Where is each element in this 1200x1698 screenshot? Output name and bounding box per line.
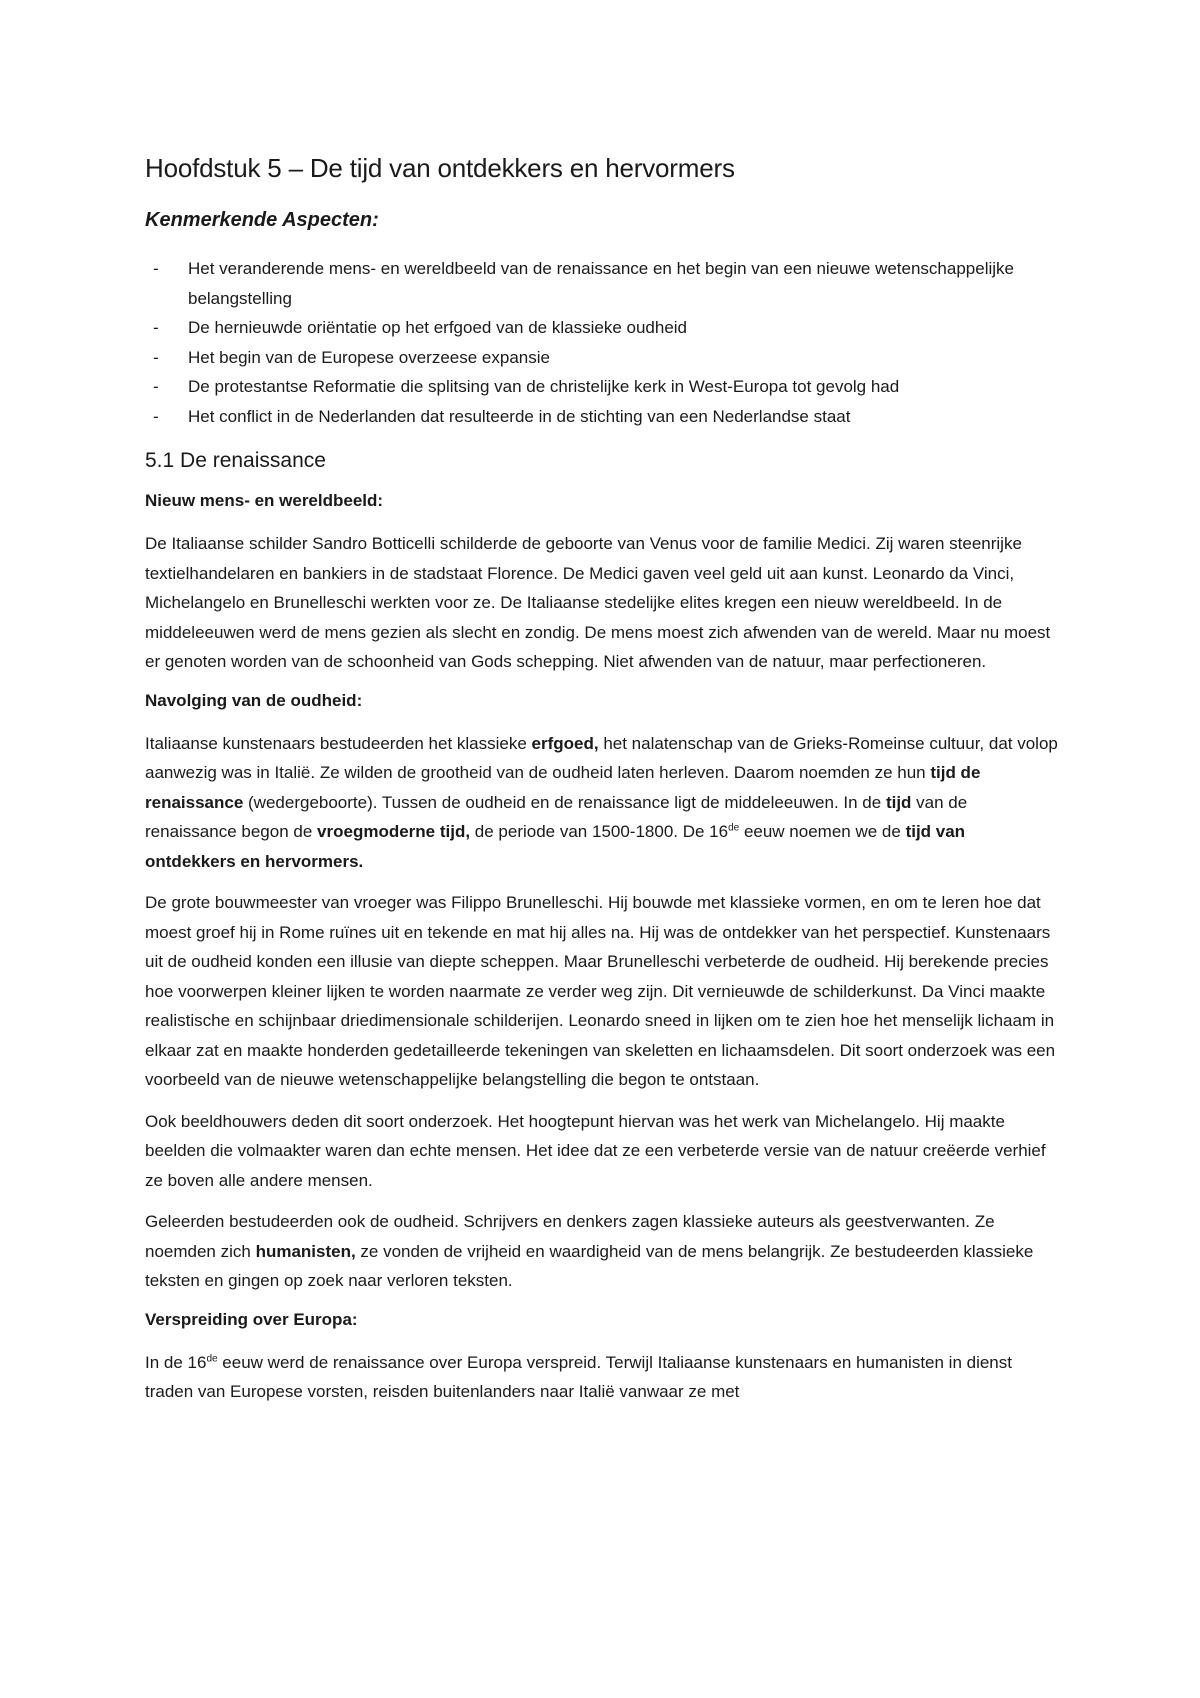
paragraph: De Italiaanse schilder Sandro Botticelli schilderde de geboorte van Venus voor de familie Medici. Zij waren steenrijke textielhandelaren en bankiers in de stadstaat Florence. De Medici gaven veel geld uit aan kunst. Leonardo da Vinci, Michelangelo en Brunelleschi werkten voor ze. De Italiaanse stedelijke elites kregen een nieuw wereldbeeld. In de middeleeuwen werd de mens gezien als slecht en zondig. De mens moest zich afwenden van de wereld. Maar nu moest er genoten worden van de schoonheid van Gods schepping. Niet afwenden van de natuur, maar perfectioneren. — [145, 534, 1051, 671]
paragraph: De grote bouwmeester van vroeger was Filippo Brunelleschi. Hij bouwde met klassieke vormen, en om te leren hoe dat moest groef hij in Rome ruïnes uit en tekende en mat hij alles na. Hij was de ontdekker van het perspectief. Kunstenaars uit de oudheid konden een illusie van diepte scheppen. Maar Brunelleschi verbeterde de oudheid. Hij berekende precies hoe voorwerpen kleiner lijken te worden naarmate ze verder weg zijn. Dit vernieuwde de schilderkunst. Da Vinci maakte realistische en schijnbaar driedimensionale schilderijen. Leonardo sneed in lijken om te zien hoe het menselijk lichaam in elkaar zat en maakte honderden gedetailleerde tekeningen van skeletten en lichaamsdelen. Dit soort onderzoek was een voorbeeld van de nieuwe wetenschappelijke belangstelling die begon te ontstaan. — [145, 893, 1056, 1089]
paragraph: Italiaanse kunstenaars bestudeerden het klassieke erfgoed, het nalatenschap van de Grieks-Romeinse cultuur, dat volop aanwezig was in Italië. Ze wilden de grootheid van de oudheid laten herleven. Daarom noemden ze hun tijd de renaissance (wedergeboorte). Tussen de oudheid en de renaissance ligt de middeleeuwen. In de tijd van de renaissance begon de vroegmoderne tijd, de periode van 1500-1800. De 16de eeuw noemen we de tijd van ontdekkers en hervormers. — [145, 733, 1058, 871]
subheading-worldview: Nieuw mens- en wereldbeeld: — [145, 491, 384, 510]
list-item: - Het begin van de Europese overzeese expansie — [145, 343, 1060, 373]
list-item: - De hernieuwde oriëntatie op het erfgoed van de klassieke oudheid — [145, 313, 1060, 343]
bullet-dash: - — [153, 406, 159, 426]
page-content — [145, 150, 1060, 1407]
list-item: - Het veranderende mens- en wereldbeeld van de renaissance en het begin van een nieuwe wetenschappelijke belangstelling — [145, 254, 1060, 313]
bullet-dash: - — [153, 347, 159, 367]
aspects-list — [145, 254, 1060, 431]
section-title: 5.1 De renaissance — [145, 449, 326, 472]
bullet-dash: - — [153, 259, 159, 278]
paragraph: Ook beeldhouwers deden dit soort onderzoek. Het hoogtepunt hiervan was het werk van Michelangelo. Hij maakte beelden die volmaakter waren dan echte mensen. Het idee dat ze een verbeterde versie van de natuur creëerde verhief ze boven alle andere mensen. — [145, 1111, 1046, 1190]
paragraph: In de 16de eeuw werd de renaissance over Europa verspreid. Terwijl Italiaanse kunstenaars en humanisten in dienst traden van Europese vorsten, reisden buitenlanders naar Italië vanwaar ze met — [145, 1352, 1012, 1401]
paragraph: Geleerden bestudeerden ook de oudheid. Schrijvers en denkers zagen klassieke auteurs als geestverwanten. Ze noemden zich humanisten, ze vonden de vrijheid en waardigheid van de mens belangrijk. Ze bestudeerden klassieke teksten en gingen op zoek naar verloren teksten. — [145, 1212, 1034, 1290]
list-item: - Het conflict in de Nederlanden dat resulteerde in de stichting van een Nederlandse staat — [145, 402, 1060, 432]
subheading-antiquity: Navolging van de oudheid: — [145, 690, 363, 710]
list-item: - De protestantse Reformatie die splitsing van de christelijke kerk in West-Europa tot gevolg had — [145, 372, 1060, 402]
bullet-dash: - — [153, 318, 159, 337]
aspects-heading: Kenmerkende Aspecten: — [145, 209, 379, 231]
chapter-title: Hoofdstuk 5 – De tijd van ontdekkers en hervormers — [145, 153, 735, 183]
subheading-spread: Verspreiding over Europa: — [145, 1309, 358, 1329]
bullet-dash: - — [153, 377, 159, 396]
